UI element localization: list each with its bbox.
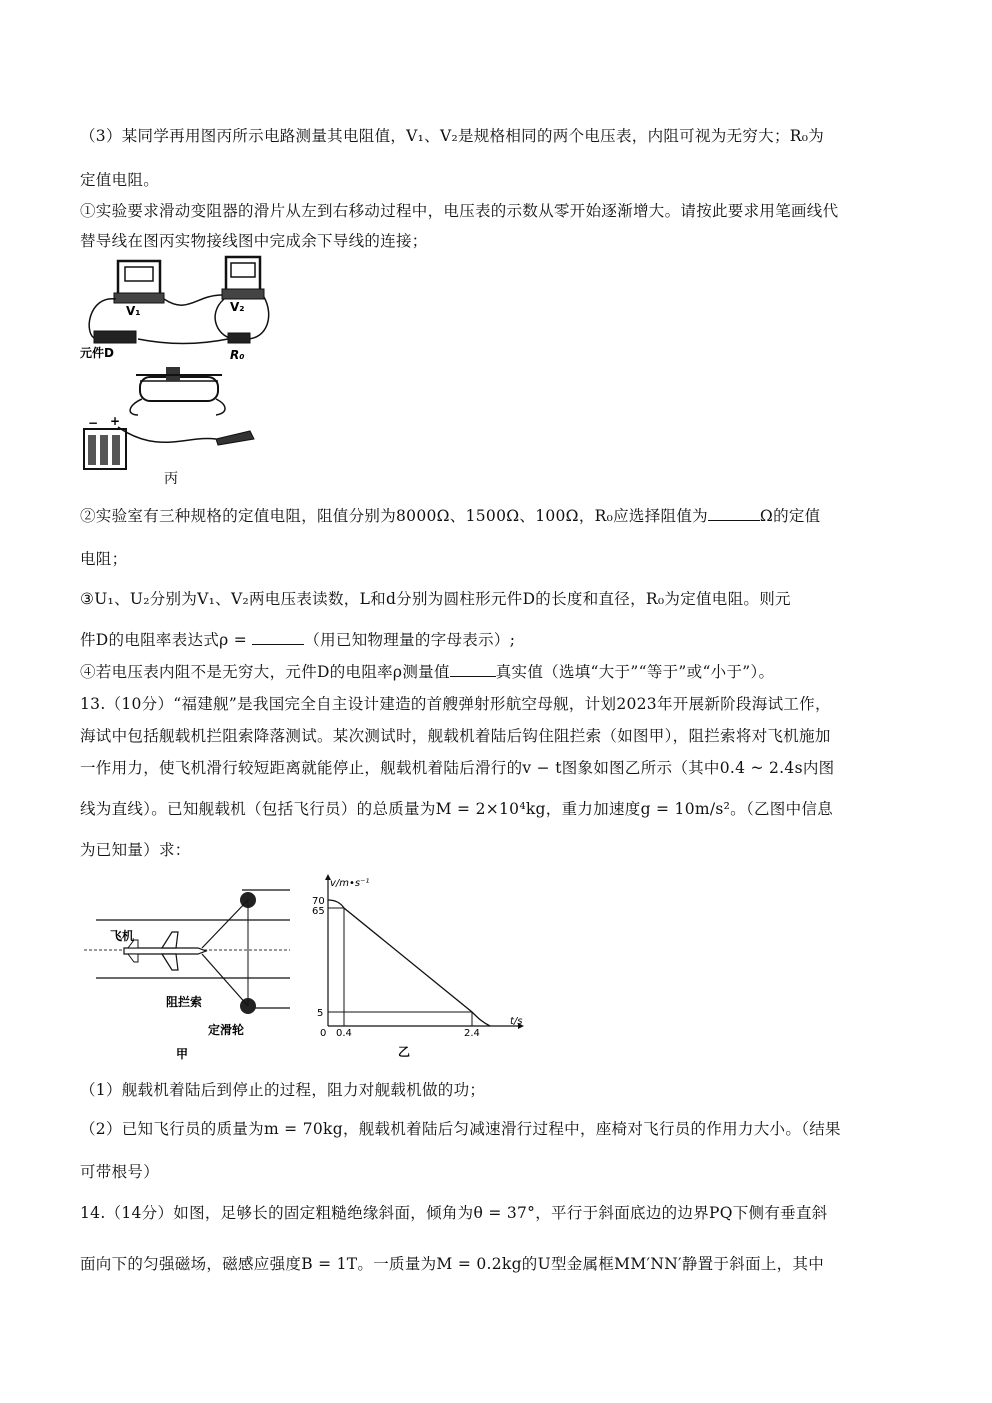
q13-line3: 一作用力，使飞机滑行较短距离就能停止，舰载机着陆后滑行的v − t图象如图乙所示（其中0.4 ~ 2.4s内图 bbox=[80, 759, 835, 777]
q12-p3-line1: （3）某同学再用图丙所示电路测量其电阻值，V₁、V₂是规格相同的两个电压表，内阻可视为无穷大；R₀为 bbox=[80, 127, 825, 145]
q14-line1: 14.（14分）如图，足够长的固定粗糙绝缘斜面，倾角为θ = 37°，平行于斜面底边的边界PQ下侧有垂直斜 bbox=[80, 1204, 828, 1222]
answer-blank-rho[interactable] bbox=[252, 630, 304, 645]
q12-p3-line6: 电阻； bbox=[80, 550, 128, 568]
q13-sub1: （1）舰载机着陆后到停止的过程，阻力对舰载机做的功； bbox=[80, 1081, 486, 1099]
circuit-figure bbox=[78, 255, 278, 487]
arresting-cable-figure bbox=[80, 878, 300, 1063]
q12-p3-line3: ①实验要求滑动变阻器的滑片从左到右移动过程中，电压表的示数从零开始逐渐增大。请按此要求用笔画线代 bbox=[80, 202, 839, 220]
q14-line2: 面向下的匀强磁场，磁感应强度B = 1T。一质量为M = 0.2kg的U型金属框MM′NN′静置于斜面上，其中 bbox=[80, 1255, 825, 1273]
vt-tick-0: 0 bbox=[320, 1028, 327, 1039]
figure-caption-yi: 乙 bbox=[398, 1045, 411, 1059]
vt-tick-5: 5 bbox=[317, 1008, 324, 1019]
q12-p3-line4: 替导线在图丙实物接线图中完成余下导线的连接； bbox=[80, 232, 428, 250]
vt-graph-figure bbox=[300, 870, 530, 1060]
q12-p3-line5-tail: Ω的定值 bbox=[759, 507, 821, 525]
vt-tick-70: 70 bbox=[312, 896, 325, 907]
answer-blank-r0[interactable] bbox=[708, 506, 760, 521]
q12-p3-line5 bbox=[80, 504, 820, 526]
plus-label: + bbox=[110, 414, 121, 428]
q12-p3-line8-text: 件D的电阻率表达式ρ = bbox=[80, 631, 248, 649]
cable-label: 阻拦索 bbox=[166, 995, 203, 1009]
figure-caption-bing: 丙 bbox=[164, 471, 178, 487]
vt-tick-2.4: 2.4 bbox=[464, 1028, 480, 1039]
q12-p3-line9-text: ④若电压表内阻不是无穷大，元件D的电阻率ρ测量值 bbox=[80, 663, 450, 681]
vt-xlabel: t/s bbox=[510, 1016, 523, 1027]
pulley-label: 定滑轮 bbox=[208, 1023, 245, 1037]
q13-sub2-line1: （2）已知飞行员的质量为m = 70kg，舰载机着陆后匀减速滑行过程中，座椅对飞行员的作用力大小。（结果 bbox=[80, 1120, 841, 1138]
vt-tick-65: 65 bbox=[312, 906, 325, 917]
q13-line2: 海试中包括舰载机拦阻索降落测试。某次测试时，舰载机着陆后钩住阻拦索（如图甲），阻拦索将对飞机施加 bbox=[80, 727, 831, 745]
v1-label: V₁ bbox=[126, 304, 141, 318]
q12-p3-line8 bbox=[80, 628, 515, 650]
vt-ylabel: v/m•s⁻¹ bbox=[330, 878, 370, 889]
q13-line5: 为已知量）求： bbox=[80, 841, 191, 859]
q12-p3-line8-tail: （用已知物理量的字母表示）; bbox=[304, 631, 516, 649]
minus-label: − bbox=[88, 416, 99, 430]
q12-p3-line2: 定值电阻。 bbox=[80, 171, 160, 189]
q13-sub2-line2: 可带根号） bbox=[80, 1163, 160, 1181]
q12-p3-line9 bbox=[80, 660, 774, 682]
answer-blank-compare[interactable] bbox=[450, 662, 496, 677]
q12-p3-line7: ③U₁、U₂分别为V₁、V₂两电压表读数，L和d分别为圆柱形元件D的长度和直径，R₀为定值电阻。则元 bbox=[80, 590, 791, 608]
q12-p3-line5-text: ②实验室有三种规格的定值电阻，阻值分别为8000Ω、1500Ω、100Ω，R₀应选择阻值为 bbox=[80, 507, 708, 525]
plane-label: 飞机 bbox=[110, 929, 135, 943]
q13-line4: 线为直线）。已知舰载机（包括飞行员）的总质量为M = 2×10⁴kg，重力加速度g = 10m/s²。（乙图中信息 bbox=[80, 800, 833, 818]
q13-line1: 13.（10分）“福建舰”是我国完全自主设计建造的首艘弹射形航空母舰，计划2023年开展新阶段海试工作， bbox=[80, 695, 831, 713]
vt-tick-0.4: 0.4 bbox=[336, 1028, 352, 1039]
element-d-label: 元件D bbox=[80, 346, 114, 360]
figure-caption-jia: 甲 bbox=[176, 1047, 189, 1061]
q12-p3-line9-tail: 真实值（选填“大于”“等于”或“小于”）。 bbox=[495, 663, 775, 681]
r0-label: R₀ bbox=[230, 348, 245, 362]
v2-label: V₂ bbox=[230, 300, 245, 314]
